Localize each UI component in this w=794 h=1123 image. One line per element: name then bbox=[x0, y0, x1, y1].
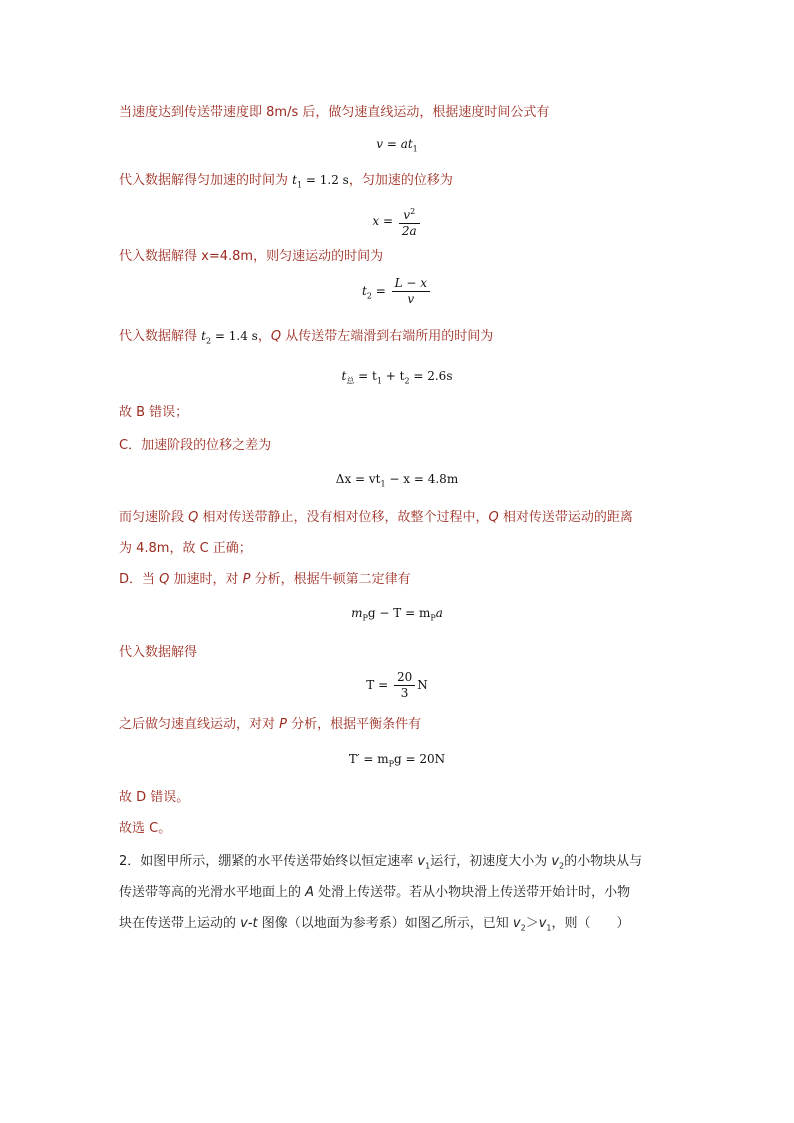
equation-6: $m_Pg - T = m_Pa$ bbox=[351, 606, 443, 623]
equation-1: $v = at_1$ bbox=[376, 137, 418, 154]
equation-7: T = $\frac{20}{3}$ N bbox=[366, 670, 428, 700]
text-line-11: 之后做匀速直线运动，对对 P 分析，根据平衡条件有 bbox=[119, 717, 422, 732]
text-line-6: C．加速阶段的位移之差为 bbox=[119, 438, 272, 453]
question-2-line-2: 传送带等高的光滑水平地面上的 A 处滑上传送带。若从小物块滑上传送带开始计时，小物 bbox=[119, 885, 631, 900]
question-2-line-3: 块在传送带上运动的 v-t 图像（以地面为参考系）如图乙所示，已知 $v_2>v_1$，则（ ） bbox=[119, 916, 630, 933]
equation-3: $t_2$ = $\frac{L - x}{v}$ bbox=[0, 276, 794, 307]
equation-5: $\Delta x = vt_1 - x = 4.8m$ bbox=[335, 472, 459, 489]
text-line-2: 代入数据解得匀加速的时间为 $t_1 = 1.2$ s，匀加速的位移为 bbox=[119, 173, 453, 190]
text-line-9: D．当 Q 加速时，对 P 分析，根据牛顿第二定律有 bbox=[119, 572, 411, 587]
text-line-1: 当速度达到传送带速度即 8m/s 后，做匀速直线运动，根据速度时间公式有 bbox=[119, 105, 550, 120]
text-line-3: 代入数据解得 x=4.8m，则匀速运动的时间为 bbox=[119, 249, 384, 264]
text-line-5: 故 B 错误； bbox=[119, 405, 189, 420]
text-line-10: 代入数据解得 bbox=[119, 645, 198, 660]
question-2-line-1: 2．如图甲所示，绷紧的水平传送带始终以恒定速率 $v_1$运行，初速度大小为 $v_2$的小物块从与 bbox=[119, 854, 643, 871]
text-line-12: 故 D 错误。 bbox=[119, 790, 190, 805]
equation-4: $t_总 = t_1 + t_2 = 2.6s$ bbox=[341, 369, 453, 386]
text-line-8: 为 4.8m，故 C 正确； bbox=[119, 541, 252, 556]
text-line-4: 代入数据解得 $t_2 = 1.4$ s，Q 从传送带左端滑到右端所用的时间为 bbox=[119, 329, 494, 346]
text-line-7: 而匀速阶段 Q 相对传送带静止，没有相对位移，故整个过程中，Q 相对传送带运动的距离 bbox=[119, 510, 633, 525]
text-line-13: 故选 C。 bbox=[119, 821, 172, 836]
equation-2: x = $\frac{v^2}{2a}$ bbox=[0, 204, 794, 239]
equation-8: $T' = m_Pg = 20N$ bbox=[348, 752, 446, 769]
